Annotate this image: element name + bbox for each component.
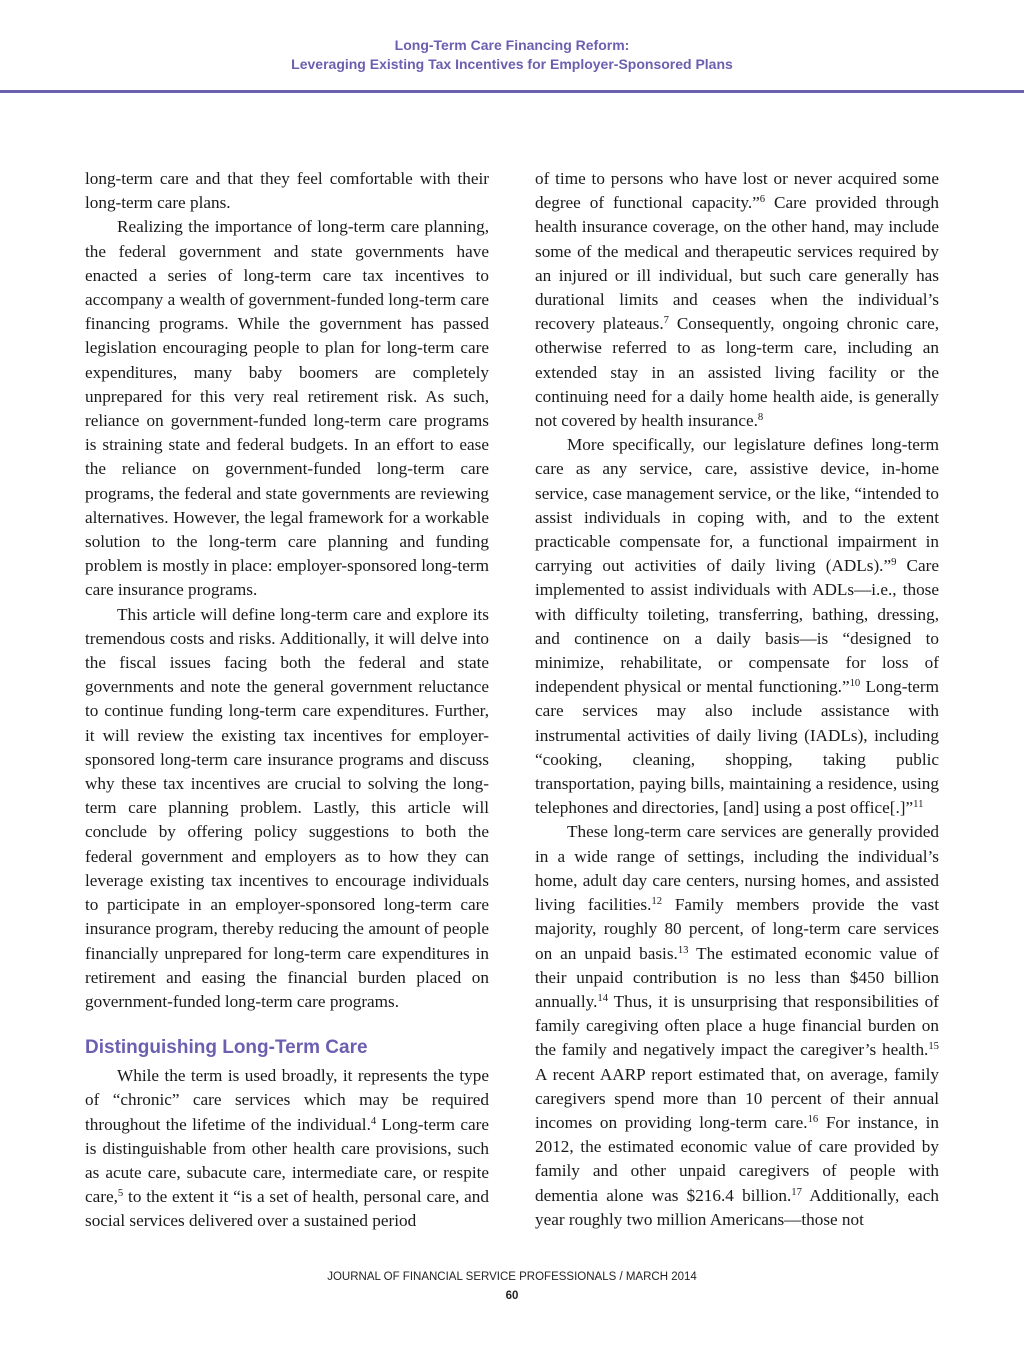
footnote-ref: 4 <box>370 1115 377 1127</box>
footnote-ref: 11 <box>913 799 924 811</box>
footnote-ref: 16 <box>807 1114 819 1126</box>
paragraph: These long-term care services are generally provided in a wide range of settings, including the individual’s home, adult day care centers, nursing homes, and assisted living facilities.$^{12}$ Family members provide the vast majority, roughly 80 percent, of long-term care services on an unpaid basis.$^{13}$ The estimated economic value of their unpaid contribution is no less than $450 billion annually.$^{14}$ Thus, it is unsurprising that responsibilities of family caregiving often place a huge financial burden on the family and negatively impact the caregiver’s health.$^{15}$ A recent AARP report estimated that, on average, family caregivers spend more than 10 percent of their annual incomes on providing long-term care.$^{16}$ For instance, in 2012, the estimated economic value of care provided by family and other unpaid caregivers of people with dementia alone was $216.4 billion.$^{17}$ Additionally, each year roughly two million Americans—those not <box>535 822 939 1229</box>
running-head <box>0 36 1024 74</box>
footnote-ref: 10 <box>849 678 861 690</box>
footer-journal: JOURNAL OF FINANCIAL SERVICE PROFESSIONALS / MARCH 2014 <box>327 1271 697 1283</box>
paragraph: Realizing the importance of long-term care planning, the federal government and state governments have enacted a series of long-term care tax incentives to accompany a wealth of government-funded long-term care financing programs. While the government has passed legislation encouraging people to plan for long-term care expenditures, many baby boomers are completely unprepared for this very real retirement risk. As such, reliance on government-funded long-term care programs is straining state and federal budgets. In an effort to ease the reliance on government-funded long-term care programs, the federal and state governments are reviewing alternatives. However, the legal framework for a workable solution to the long-term care planning and funding problem is mostly in place: employer-sponsored long-term care insurance programs. <box>85 217 489 600</box>
paragraph: This article will define long-term care and explore its tremendous costs and risks. Additionally, it will delve into the fiscal issues facing both the federal and state governments and note the general government reluctance to continue funding long-term care expenditures. Further, it will review the existing tax incentives for employer-sponsored long-term care insurance programs and discuss why these tax incentives are crucial to solving the long-term care planning problem. Lastly, this article will conclude by offering policy suggestions to both the federal government and employers as to how they can leverage existing tax incentives to encourage individuals to participate in an employer-sponsored long-term care insurance program, thereby reducing the amount of people financially unprepared for long-term care expenditures in retirement and easing the financial burden placed on government-funded long-term care programs. <box>85 604 489 1011</box>
footnote-ref: 9 <box>891 557 897 569</box>
header-rule <box>0 90 1024 93</box>
footnote-ref: 14 <box>597 993 609 1005</box>
footnote-ref: 7 <box>663 315 669 327</box>
paragraph: long-term care and that they feel comfortable with their long-term care plans. <box>85 169 489 213</box>
running-head-title: Long-Term Care Financing Reform: <box>394 37 630 53</box>
left-column <box>85 167 489 1234</box>
footnote-ref: 12 <box>651 896 663 908</box>
footnote-ref: 13 <box>677 944 689 956</box>
footnote-ref: 8 <box>757 412 764 424</box>
right-column <box>535 167 939 1232</box>
paragraph: of time to persons who have lost or never acquired some degree of functional capacity.”$^6$ Care provided through health insurance coverage, on the other hand, may include some of the medical and therapeutic services required by an injured or ill individual, but such care generally has durational limits and ceases when the individual’s recovery plateaus.$^7$ Consequently, ongoing chronic care, otherwise referred to as long-term care, including an extended stay in an assisted living facility or the continuing need for a daily home health aide, is generally not covered by health insurance.$^8$ <box>535 169 940 431</box>
footnote-ref: 6 <box>759 194 766 206</box>
running-head-subtitle: Leveraging Existing Tax Incentives for Employer-Sponsored Plans <box>291 56 733 72</box>
paragraph: While the term is used broadly, it represents the type of “chronic” care services which may be required throughout the lifetime of the individual.$^4$ Long-term care is distinguishable from other health care provisions, such as acute care, subacute care, intermediate care, or respite care,$^5$ to the extent it “is a set of health, personal care, and social services delivered over a sustained period <box>85 1066 489 1231</box>
paragraph: More specifically, our legislature defines long-term care as any service, care, assistive device, in-home service, case management service, or the like, “intended to assist individuals in coping with, and to the extent practicable compensate for, a functional impairment in carrying out activities of daily living (ADLs).”$^9$ Care implemented to assist individuals with ADLs—i.e., those with difficulty toileting, transferring, bathing, dressing, and continence on a daily basis—is “designed to minimize, rehabilitate, or compensate for loss of independent physical or mental functioning.”$^{10}$ Long-term care services may also include assistance with instrumental activities of daily living (IADLs), including “cooking, cleaning, shopping, taking public transportation, paying bills, maintaining a residence, using telephones and directories, [and] using a post office[.]”$^{11}$ <box>535 435 939 818</box>
footnote-ref: 5 <box>117 1188 124 1200</box>
footnote-ref: 17 <box>791 1186 802 1198</box>
page-number: 60 <box>505 1290 519 1302</box>
footnote-ref: 15 <box>928 1041 939 1053</box>
section-heading: Distinguishing Long-Term Care <box>85 1037 368 1059</box>
